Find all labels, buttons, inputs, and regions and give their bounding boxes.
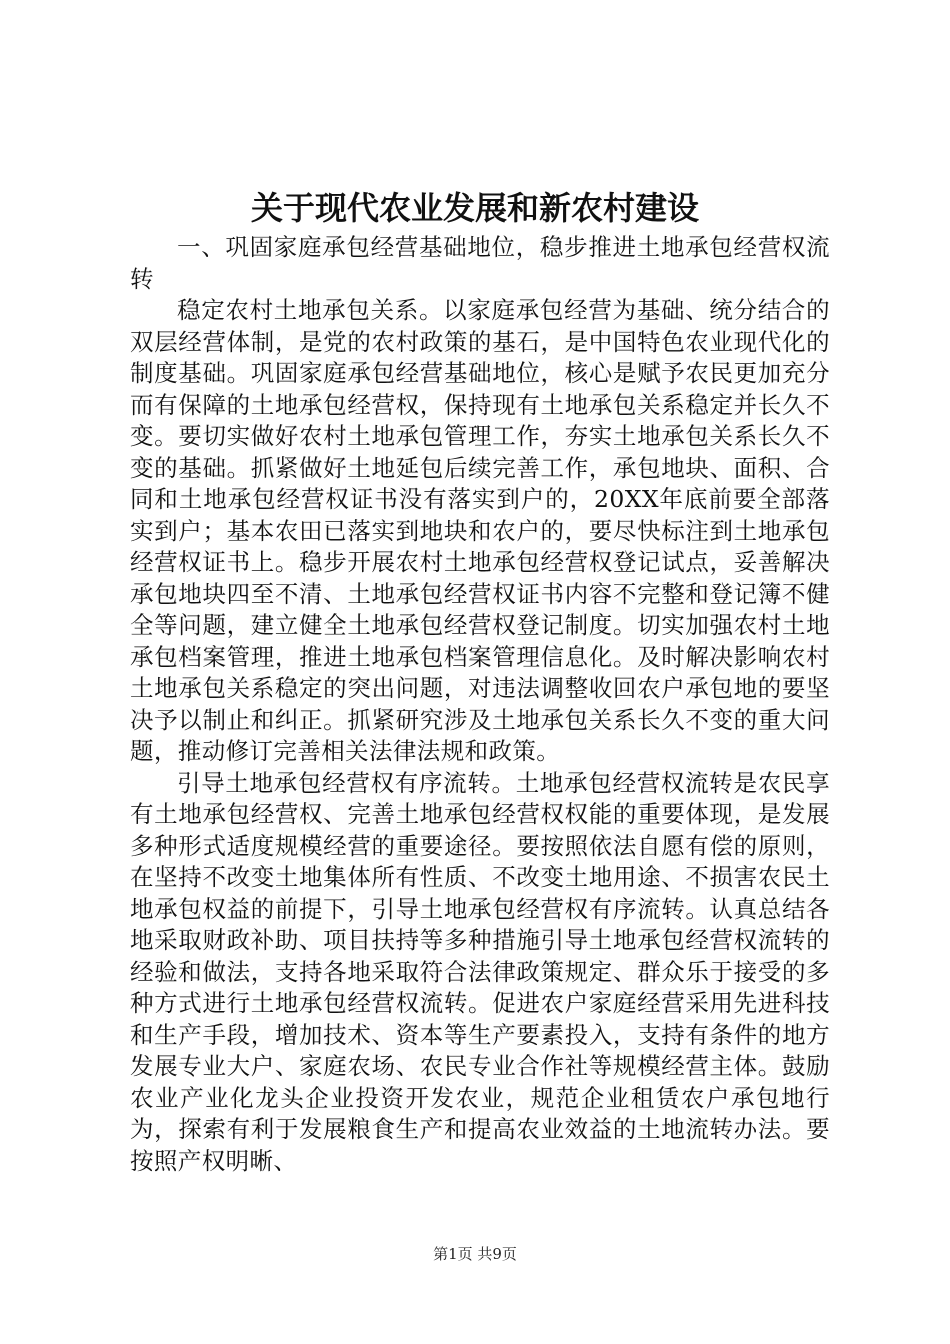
paragraph: 稳定农村土地承包关系。以家庭承包经营为基础、统分结合的双层经营体制，是党的农村政策的基石，是中国特色农业现代化的制度基础。巩固家庭承包经营基础地位，核心是赋予农民更加充分而有保障的土地承包经营权，保持现有土地承包关系稳定并长久不变。要切实做好农村土地承包管理工作，夯实土地承包关系长久不变的基础。抓紧做好土地延包后续完善工作，承包地块、面积、合同和土地承包经营权证书没有落实到户的，20XX年底前要全部落实到户；基本农田已落实到地块和农户的，要尽快标注到土地承包经营权证书上。稳步开展农村土地承包经营权登记试点，妥善解决承包地块四至不清、土地承包经营权证书内容不完整和登记簿不健全等问题，建立健全土地承包经营权登记制度。切实加强农村土地承包档案管理，推进土地承包档案管理信息化。及时解决影响农村土地承包关系稳定的突出问题，对违法调整收回农户承包地的要坚决予以制止和纠正。抓紧研究涉及土地承包关系长久不变的重大问题，推动修订完善相关法律法规和政策。 <box>130 296 830 765</box>
page-number-footer: 第1页 共9页 <box>433 1245 517 1263</box>
document-body <box>130 232 830 1177</box>
paragraph: 引导土地承包经营权有序流转。土地承包经营权流转是农民享有土地承包经营权、完善土地承包经营权权能的重要体现，是发展多种形式适度规模经营的重要途径。要按照依法自愿有偿的原则，在坚持不改变土地集体所有性质、不改变土地用途、不损害农民土地承包权益的前提下，引导土地承包经营权有序流转。认真总结各地采取财政补助、项目扶持等多种措施引导土地承包经营权流转的经验和做法，支持各地采取符合法律政策规定、群众乐于接受的多种方式进行土地承包经营权流转。促进农户家庭经营采用先进科技和生产手段，增加技术、资本等生产要素投入，支持有条件的地方发展专业大户、家庭农场、农民专业合作社等规模经营主体。鼓励农业产业化龙头企业投资开发农业，规范企业租赁农户承包地行为，探索有利于发展粮食生产和提高农业效益的土地流转办法。要按照产权明晰、 <box>130 768 830 1175</box>
section-heading: 一、巩固家庭承包经营基础地位，稳步推进土地承包经营权流转 <box>130 233 830 293</box>
document-title: 关于现代农业发展和新农村建设 <box>250 189 699 227</box>
